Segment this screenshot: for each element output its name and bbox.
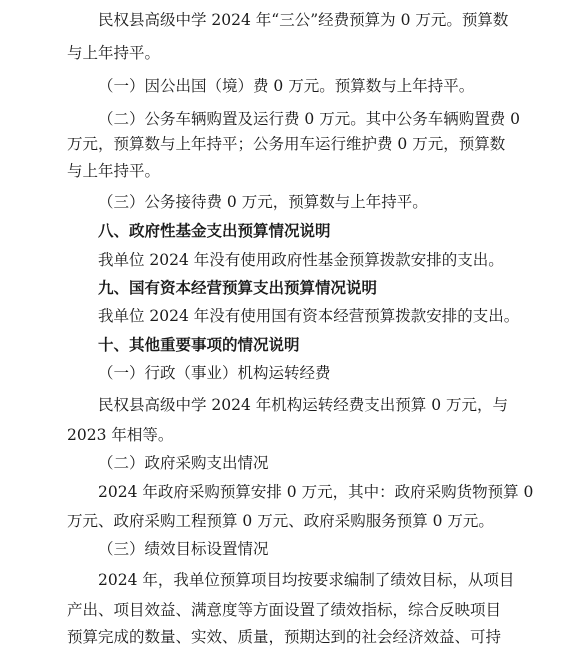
section-9-heading: 九、国有资本经营预算支出预算情况说明: [98, 279, 378, 297]
item-3-text: （三）公务接待费 0 万元，预算数与上年持平。: [98, 193, 428, 211]
sub-2-line-1: 2024 年政府采购预算安排 0 万元，其中：政府采购货物预算 0: [98, 483, 534, 501]
sub-1-line-1: 民权县高级中学 2024 年机构运转经费支出预算 0 万元，与: [98, 396, 509, 414]
section-10-heading: 十、其他重要事项的情况说明: [98, 336, 300, 354]
paragraph-1-line-1: 民权县高级中学 2024 年“三公”经费预算为 0 万元。预算数: [98, 11, 509, 29]
sub-3-title: （三）绩效目标设置情况: [98, 540, 269, 558]
paragraph-1-line-2: 与上年持平。: [67, 44, 161, 62]
item-1-text: （一）因公出国（境）费 0 万元。预算数与上年持平。: [98, 77, 475, 95]
sub-3-line-1: 2024 年，我单位预算项目均按要求编制了绩效目标，从项目: [98, 571, 515, 589]
sub-1-line-2: 2023 年相等。: [67, 426, 174, 444]
sub-3-line-3: 预算完成的数量、实效、质量，预期达到的社会经济效益、可持: [67, 628, 502, 646]
sub-2-line-2: 万元、政府采购工程预算 0 万元、政府采购服务预算 0 万元。: [67, 512, 494, 530]
section-8-body: 我单位 2024 年没有使用政府性基金预算拨款安排的支出。: [98, 251, 504, 269]
section-9-body: 我单位 2024 年没有使用国有资本经营预算拨款安排的支出。: [98, 307, 520, 325]
item-2-line-3: 与上年持平。: [67, 162, 161, 180]
sub-3-line-2: 产出、项目效益、满意度等方面设置了绩效指标，综合反映项目: [67, 601, 502, 619]
item-2-line-2: 万元，预算数与上年持平；公务用车运行维护费 0 万元，预算数: [67, 135, 506, 153]
sub-1-title: （一）行政（事业）机构运转经费: [98, 364, 331, 382]
sub-2-title: （二）政府采购支出情况: [98, 454, 269, 472]
item-2-line-1: （二）公务车辆购置及运行费 0 万元。其中公务车辆购置费 0: [98, 110, 521, 128]
section-8-heading: 八、政府性基金支出预算情况说明: [98, 222, 331, 240]
